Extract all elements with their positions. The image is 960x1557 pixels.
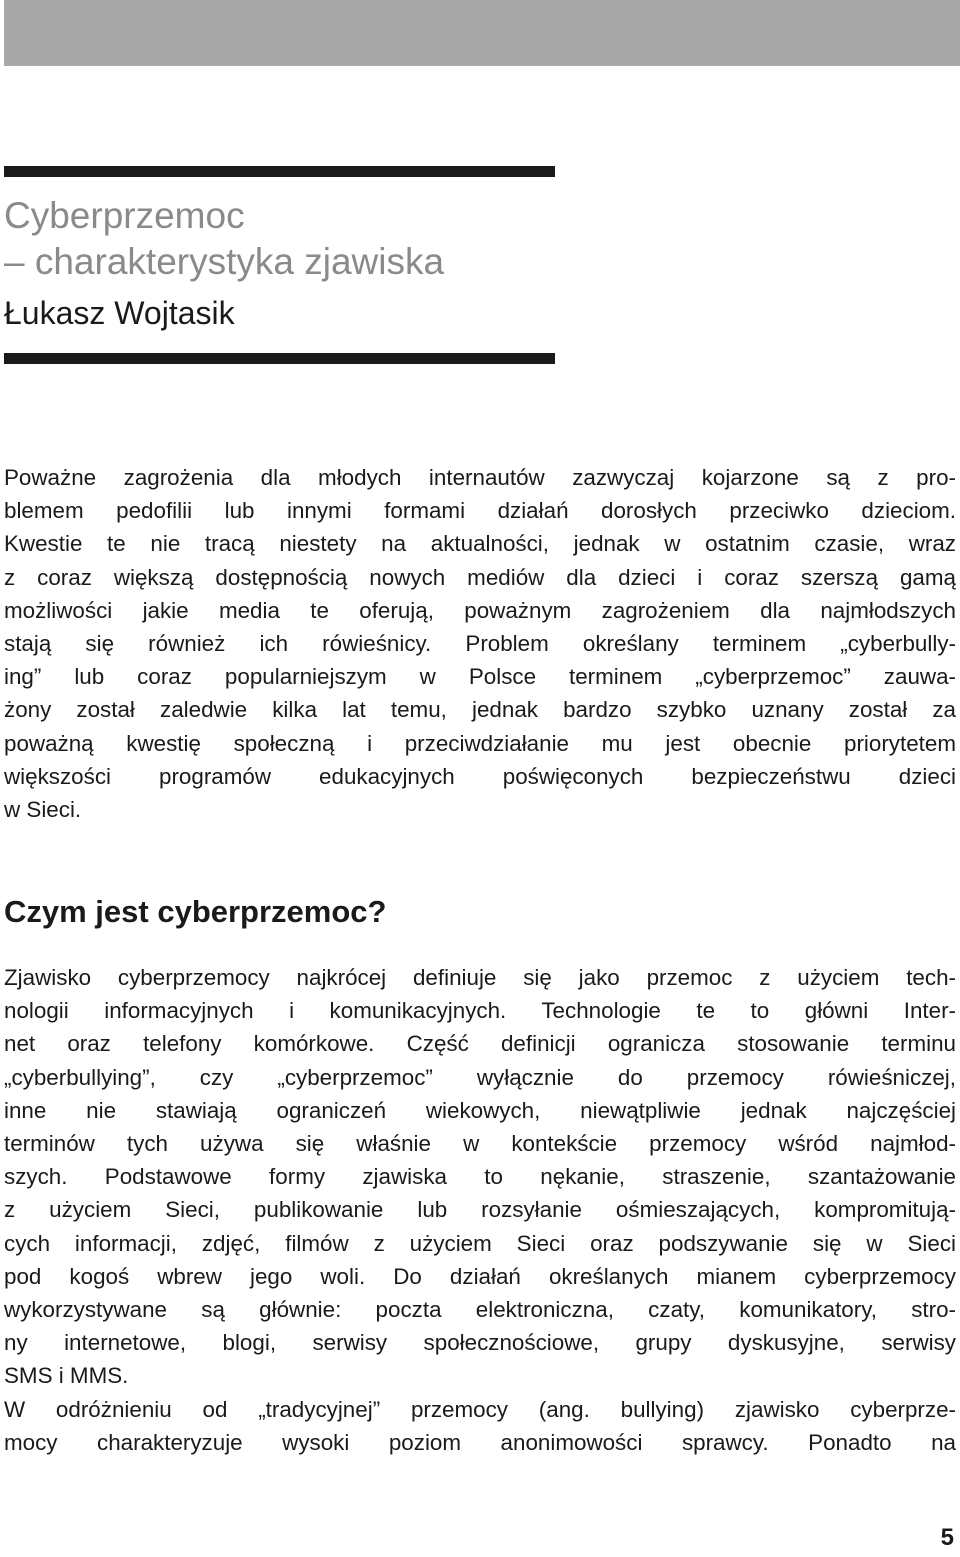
text-line: szych. Podstawowe formy zjawiska to nękanie, straszenie, szantażowanie — [4, 1164, 956, 1190]
text-line: blemem pedofilii lub innymi formami działań dorosłych przeciwko dzieciom. — [4, 498, 956, 524]
text-line: w Sieci. — [4, 797, 82, 823]
text-line: Kwestie te nie tracą niestety na aktualności, jednak w ostatnim czasie, wraz — [4, 531, 956, 557]
article-title-line: Cyberprzemoc — [4, 195, 245, 236]
title-rule-top — [4, 166, 555, 177]
text-line: „cyberbullying”, czy „cyberprzemoc” wyłącznie do przemocy rówieśniczej, — [4, 1064, 956, 1090]
text-line: ny internetowe, blogi, serwisy społecznościowe, grupy dyskusyjne, serwisy — [4, 1330, 956, 1356]
text-line: możliwości jakie media te oferują, poważnym zagrożeniem dla najmłodszych — [4, 597, 956, 623]
article-title — [4, 193, 604, 285]
text-line: ing” lub coraz popularniejszym w Polsce terminem „cyberprzemoc” zauwa- — [4, 664, 956, 690]
article-title-line: – charakterystyka zjawiska — [4, 241, 445, 282]
section-paragraph — [4, 961, 956, 1459]
text-line: nologii informacyjnych i komunikacyjnych. Technologie te to główni Inter- — [4, 998, 956, 1024]
text-line: mocy charakteryzuje wysoki poziom anonimowości sprawcy. Ponadto na — [4, 1429, 956, 1455]
article-author: Łukasz Wojtasik — [4, 295, 235, 331]
title-rule-bottom — [4, 353, 555, 364]
text-line: żony został zaledwie kilka lat temu, jednak bardzo szybko uznany został za — [4, 697, 956, 723]
text-line: pod kogoś wbrew jego woli. Do działań określanych mianem cyberprzemocy — [4, 1263, 956, 1289]
text-line: W odróżnieniu od „tradycyjnej” przemocy (ang. bullying) zjawisko cyberprze- — [4, 1396, 956, 1422]
text-line: stają się również ich rówieśnicy. Problem określany terminem „cyberbully- — [4, 631, 956, 657]
text-line: Poważne zagrożenia dla młodych internautów zazwyczaj kojarzone są z pro- — [4, 465, 956, 490]
text-line: terminów tych używa się właśnie w kontekście przemocy wśród najmłod- — [4, 1131, 956, 1157]
top-gray-band — [4, 0, 960, 66]
page-number: 5 — [940, 1524, 954, 1551]
text-line: inne nie stawiają ograniczeń wiekowych, niewątpliwie jednak najczęściej — [4, 1097, 956, 1123]
text-line: większości programów edukacyjnych poświęconych bezpieczeństwu dzieci — [4, 763, 956, 789]
section-heading: Czym jest cyberprzemoc? — [4, 894, 387, 929]
text-line: wykorzystywane są głównie: poczta elektroniczna, czaty, komunikatory, stro- — [4, 1297, 956, 1323]
text-line: SMS i MMS. — [4, 1363, 129, 1389]
text-line: z coraz większą dostępnością nowych mediów dla dzieci i coraz szerszą gamą — [4, 564, 956, 590]
text-line: poważną kwestię społeczną i przeciwdziałanie mu jest obecnie priorytetem — [4, 730, 956, 756]
intro-paragraph — [4, 461, 956, 826]
text-line: z użyciem Sieci, publikowanie lub rozsyłanie ośmieszających, kompromitują- — [4, 1197, 956, 1223]
text-line: cych informacji, zdjęć, filmów z użyciem Sieci oraz podszywanie się w Sieci — [4, 1230, 956, 1256]
text-line: Zjawisko cyberprzemocy najkrócej definiuje się jako przemoc z użyciem tech- — [4, 965, 956, 990]
text-line: net oraz telefony komórkowe. Część definicji ogranicza stosowanie terminu — [4, 1031, 956, 1057]
